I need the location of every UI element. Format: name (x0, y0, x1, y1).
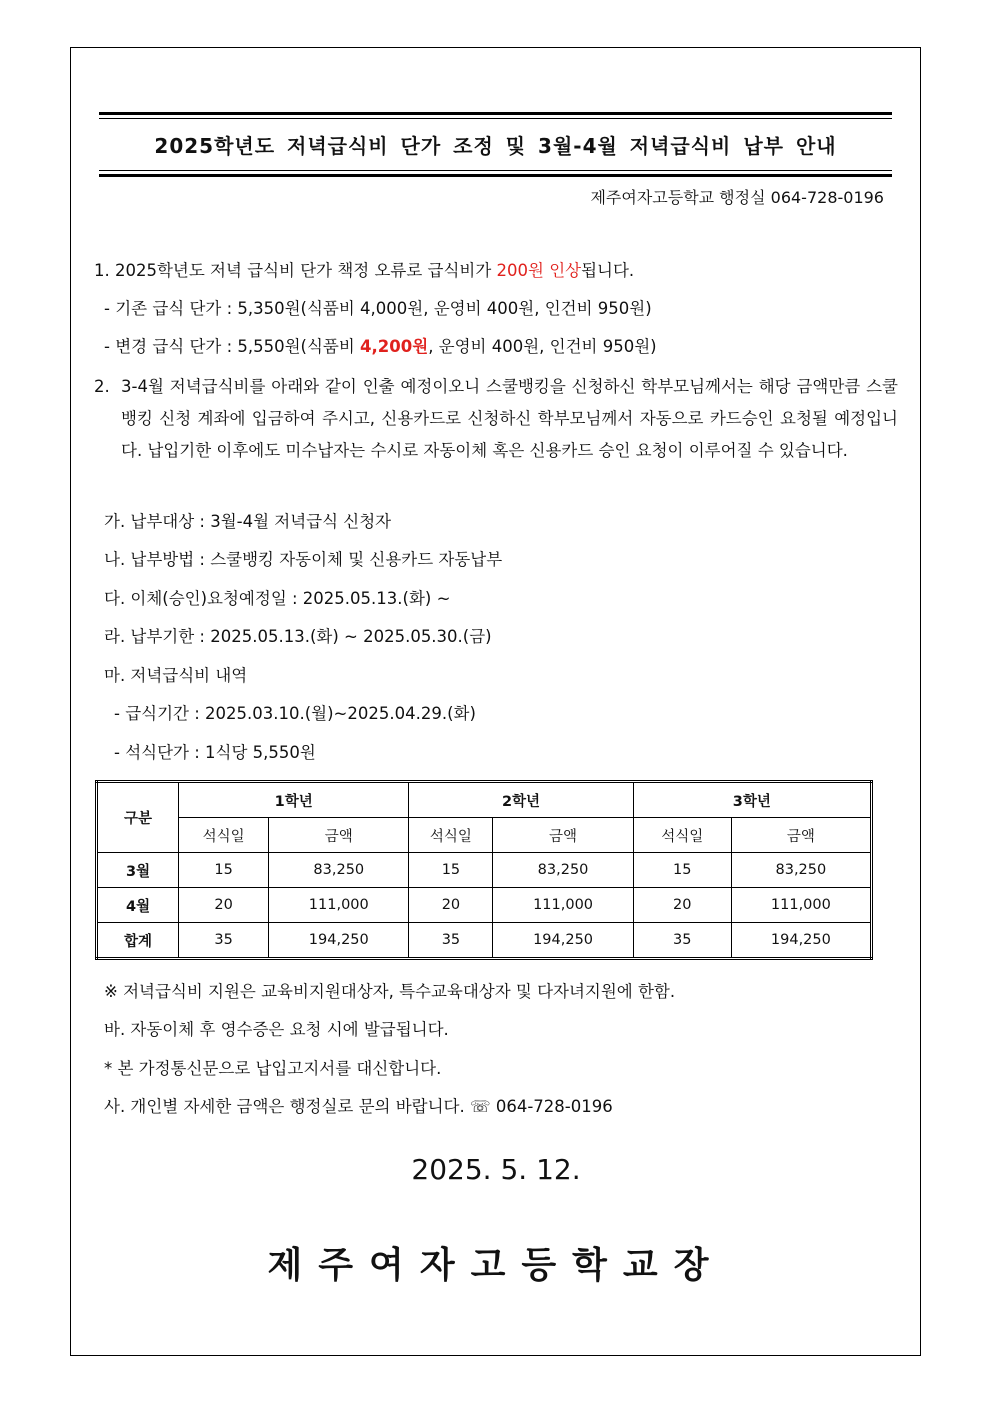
note-sa: 사. 개인별 자세한 금액은 행정실로 문의 바랍니다. ☏ 064-728-0196 (104, 1097, 613, 1116)
grade-header: 3학년 (633, 782, 871, 818)
table-row (97, 923, 872, 959)
table-cell: 20 (179, 888, 269, 923)
item-2-number: 2. (94, 377, 110, 396)
support-note: ※ 저녁급식비 지원은 교육비지원대상자, 특수교육대상자 및 다자녀지원에 한함. (104, 982, 676, 1001)
table-cell: 20 (633, 888, 731, 923)
table-corner: 구분 (97, 782, 179, 853)
principal-signature: 제주여자고등학교장 (267, 1245, 725, 1286)
table-cell: 83,250 (731, 853, 871, 888)
table-cell: 15 (633, 853, 731, 888)
note-ba: 바. 자동이체 후 영수증은 요청 시에 발급됩니다. (104, 1020, 449, 1039)
table-cell: 194,250 (269, 923, 409, 959)
title-rule (99, 112, 892, 115)
table-row (97, 888, 872, 923)
table-cell: 83,250 (269, 853, 409, 888)
amount-header: 금액 (269, 818, 409, 853)
table-row (97, 853, 872, 888)
row-label: 3월 (97, 853, 179, 888)
office-contact: 제주여자고등학교 행정실 064-728-0196 (590, 188, 884, 207)
item-2 (94, 371, 898, 467)
detail-ra: 라. 납부기한 : 2025.05.13.(화) ~ 2025.05.30.(금) (104, 627, 492, 646)
table-cell: 83,250 (493, 853, 633, 888)
table-cell: 194,250 (493, 923, 633, 959)
item-1 (94, 257, 634, 281)
new-price-highlight: 4,200원 (360, 337, 429, 356)
detail-ga: 가. 납부대상 : 3월-4월 저녁급식 신청자 (104, 512, 392, 531)
table-cell: 35 (409, 923, 493, 959)
table-cell: 111,000 (269, 888, 409, 923)
days-header: 석식일 (179, 818, 269, 853)
new-price-suffix: , 운영비 400원, 인건비 950원) (428, 337, 657, 356)
table-cell: 15 (179, 853, 269, 888)
item-1-highlight: 200원 인상 (496, 261, 582, 280)
item-2-text: 3-4월 저녁급식비를 아래와 같이 인출 예정이오니 스쿨뱅킹을 신청하신 학부모님께서는 해당 금액만큼 스쿨뱅킹 신청 계좌에 입금하여 주시고, 신용카드로 신청하신 학부모님께서 자동으로 카드승인 요청될 예정입니다. 납입기한 이후에도 미수납자는 수시로 자동이체 혹은 신용카드 승인 요청이 이루어질 수 있습니다. (121, 377, 898, 460)
table-cell: 20 (409, 888, 493, 923)
item-1-prefix: 1. 2025학년도 저녁 급식비 단가 책정 오류로 급식비가 (94, 261, 497, 280)
days-header: 석식일 (409, 818, 493, 853)
detail-na: 나. 납부방법 : 스쿨뱅킹 자동이체 및 신용카드 자동납부 (104, 550, 503, 569)
grade-header: 1학년 (179, 782, 409, 818)
days-header: 석식일 (633, 818, 731, 853)
table-cell: 111,000 (493, 888, 633, 923)
fee-table (95, 780, 873, 960)
detail-unit: - 석식단가 : 1식당 5,550원 (114, 743, 316, 762)
table-cell: 15 (409, 853, 493, 888)
row-label: 합계 (97, 923, 179, 959)
table-header-row (97, 782, 872, 818)
old-price: - 기존 급식 단가 : 5,350원(식품비 4,000원, 운영비 400원, 인건비 950원) (104, 299, 652, 318)
title-box (99, 112, 892, 178)
table-cell: 35 (633, 923, 731, 959)
title-rule (99, 174, 892, 177)
title-rule (99, 170, 892, 171)
grade-header: 2학년 (409, 782, 633, 818)
note-star: * 본 가정통신문으로 납입고지서를 대신합니다. (104, 1059, 442, 1078)
table-cell: 111,000 (731, 888, 871, 923)
item-1-suffix: 됩니다. (581, 261, 635, 280)
amount-header: 금액 (493, 818, 633, 853)
row-label: 4월 (97, 888, 179, 923)
amount-header: 금액 (731, 818, 871, 853)
detail-ma: 마. 저녁급식비 내역 (104, 666, 248, 685)
detail-period: - 급식기간 : 2025.03.10.(월)~2025.04.29.(화) (114, 704, 476, 723)
new-price (104, 333, 657, 357)
table-subheader-row (97, 818, 872, 853)
title-rule (99, 118, 892, 119)
document-date: 2025. 5. 12. (411, 1153, 581, 1186)
new-price-prefix: - 변경 급식 단가 : 5,550원(식품비 (104, 337, 361, 356)
document-title: 2025학년도 저녁급식비 단가 조정 및 3월-4월 저녁급식비 납부 안내 (154, 134, 837, 158)
table-cell: 35 (179, 923, 269, 959)
table-cell: 194,250 (731, 923, 871, 959)
detail-da: 다. 이체(승인)요청예정일 : 2025.05.13.(화) ~ (104, 589, 451, 608)
